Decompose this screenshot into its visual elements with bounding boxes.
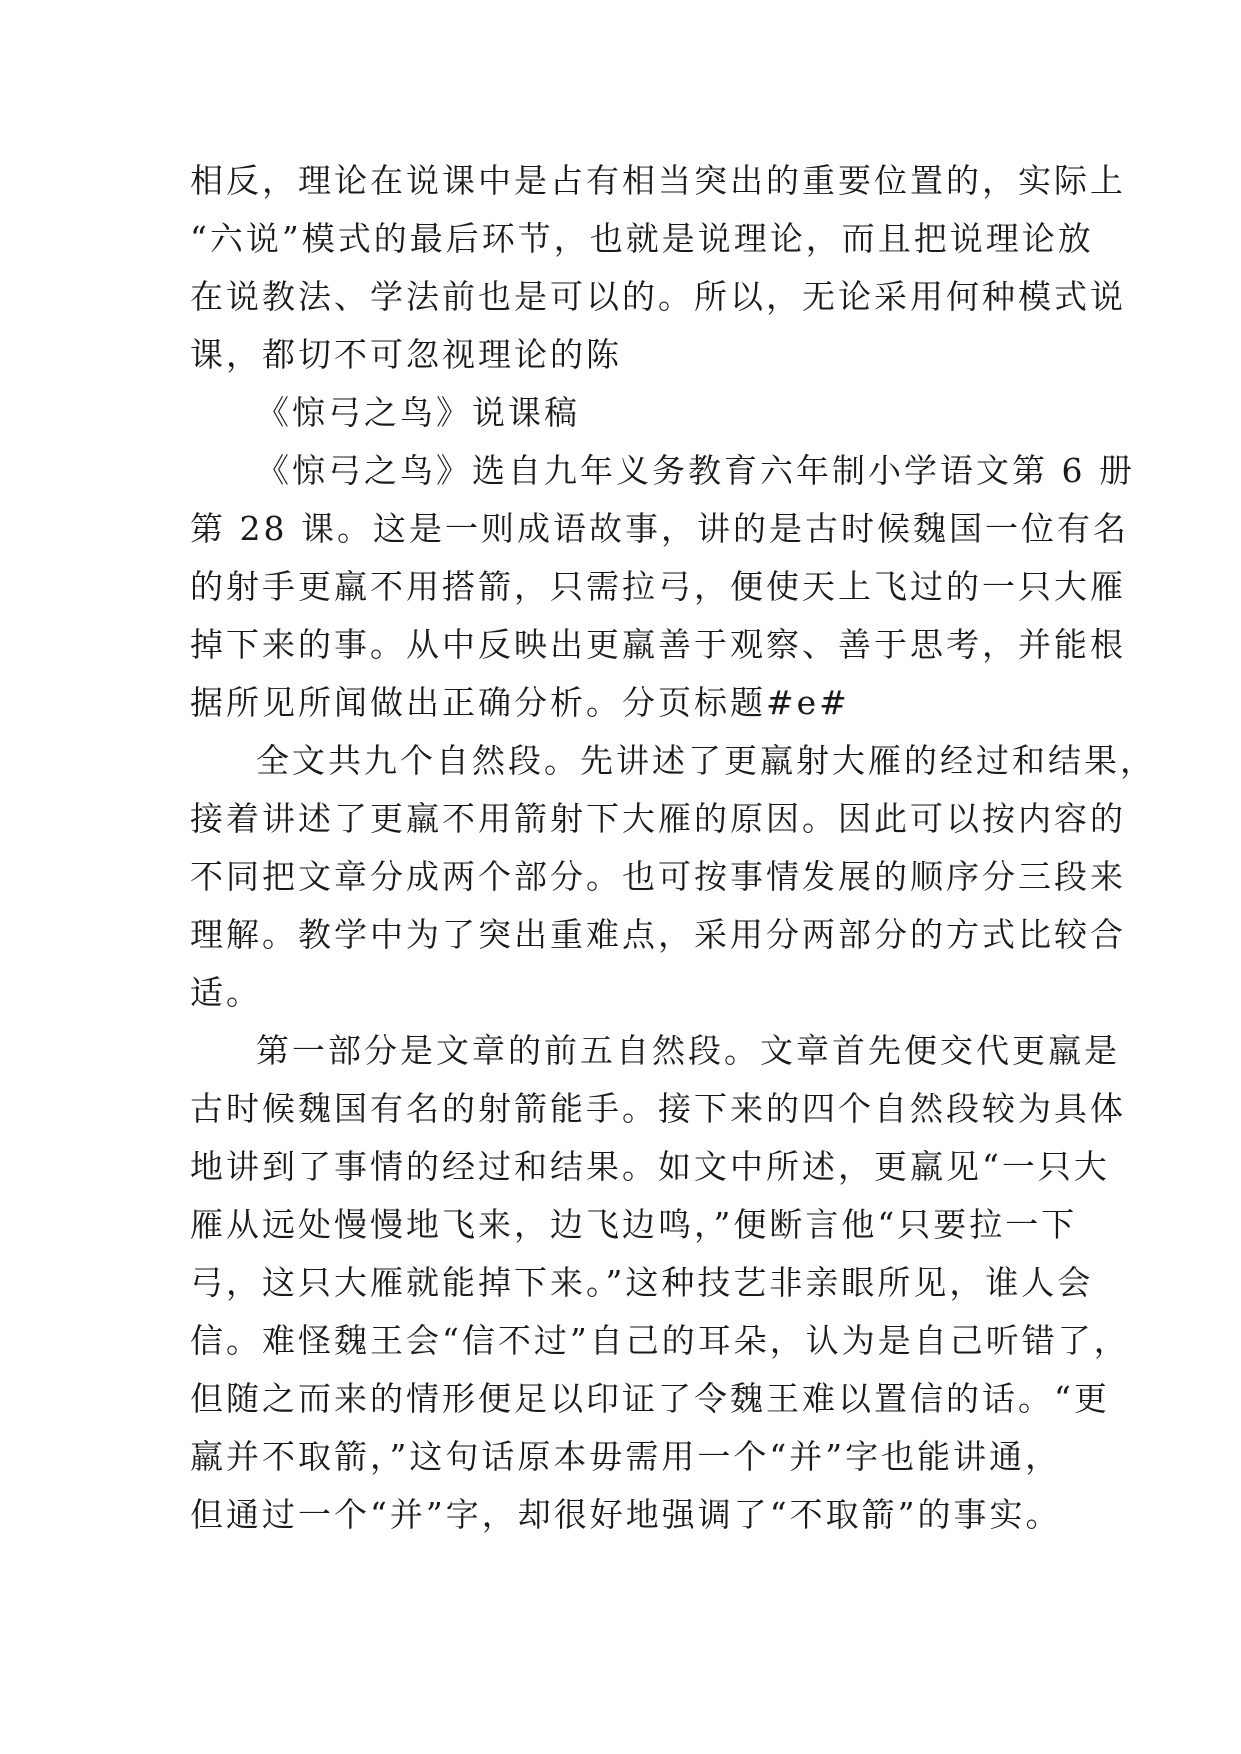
- text-line: 雁从远处慢慢地飞来，边飞边鸣，”便断言他“只要拉一下: [190, 1205, 1078, 1244]
- section-title: 《惊弓之鸟》说课稿: [256, 393, 580, 432]
- text-line: 羸并不取箭，”这句话原本毋需用一个“并”字也能讲通，: [190, 1437, 1062, 1476]
- text-line: 第 28 课。这是一则成语故事，讲的是古时候魏国一位有名: [190, 509, 1129, 548]
- text-line: 第一部分是文章的前五自然段。文章首先便交代更羸是: [256, 1031, 1120, 1070]
- text-line: 的射手更羸不用搭箭，只需拉弓，便使天上飞过的一只大雁: [190, 567, 1126, 606]
- text-line: 地讲到了事情的经过和结果。如文中所述，更羸见“一只大: [190, 1147, 1110, 1186]
- document-body: [190, 152, 1156, 1544]
- text-line: 《惊弓之鸟》选自九年义务教育六年制小学语文第 6 册: [256, 451, 1135, 490]
- text-line: 弓，这只大雁就能掉下来。”这种技艺非亲眼所见，谁人会: [190, 1263, 1094, 1302]
- text-line: “六说”模式的最后环节，也就是说理论，而且把说理论放: [190, 219, 1094, 258]
- text-line: 适。: [190, 973, 262, 1012]
- text-line: 相反，理论在说课中是占有相当突出的重要位置的，实际上: [190, 161, 1126, 200]
- text-line: 不同把文章分成两个部分。也可按事情发展的顺序分三段来: [190, 857, 1126, 896]
- text-line: 据所见所闻做出正确分析。分页标题#e#: [190, 683, 850, 722]
- text-line: 课，都切不可忽视理论的陈: [190, 335, 622, 374]
- text-line: 信。难怪魏王会“信不过”自己的耳朵，认为是自己听错了，: [190, 1321, 1130, 1360]
- text-line: 但随之而来的情形便足以印证了令魏王难以置信的话。“更: [190, 1379, 1110, 1418]
- text-line: 在说教法、学法前也是可以的。所以，无论采用何种模式说: [190, 277, 1126, 316]
- text-line: 古时候魏国有名的射箭能手。接下来的四个自然段较为具体: [190, 1089, 1126, 1128]
- text-line: 全文共九个自然段。先讲述了更羸射大雁的经过和结果，: [256, 741, 1156, 780]
- text-line: 但通过一个“并”字，却很好地强调了“不取箭”的事实。: [190, 1495, 1062, 1534]
- text-line: 理解。教学中为了突出重难点，采用分两部分的方式比较合: [190, 915, 1126, 954]
- text-line: 接着讲述了更羸不用箭射下大雁的原因。因此可以按内容的: [190, 799, 1126, 838]
- text-line: 掉下来的事。从中反映出更羸善于观察、善于思考，并能根: [190, 625, 1126, 664]
